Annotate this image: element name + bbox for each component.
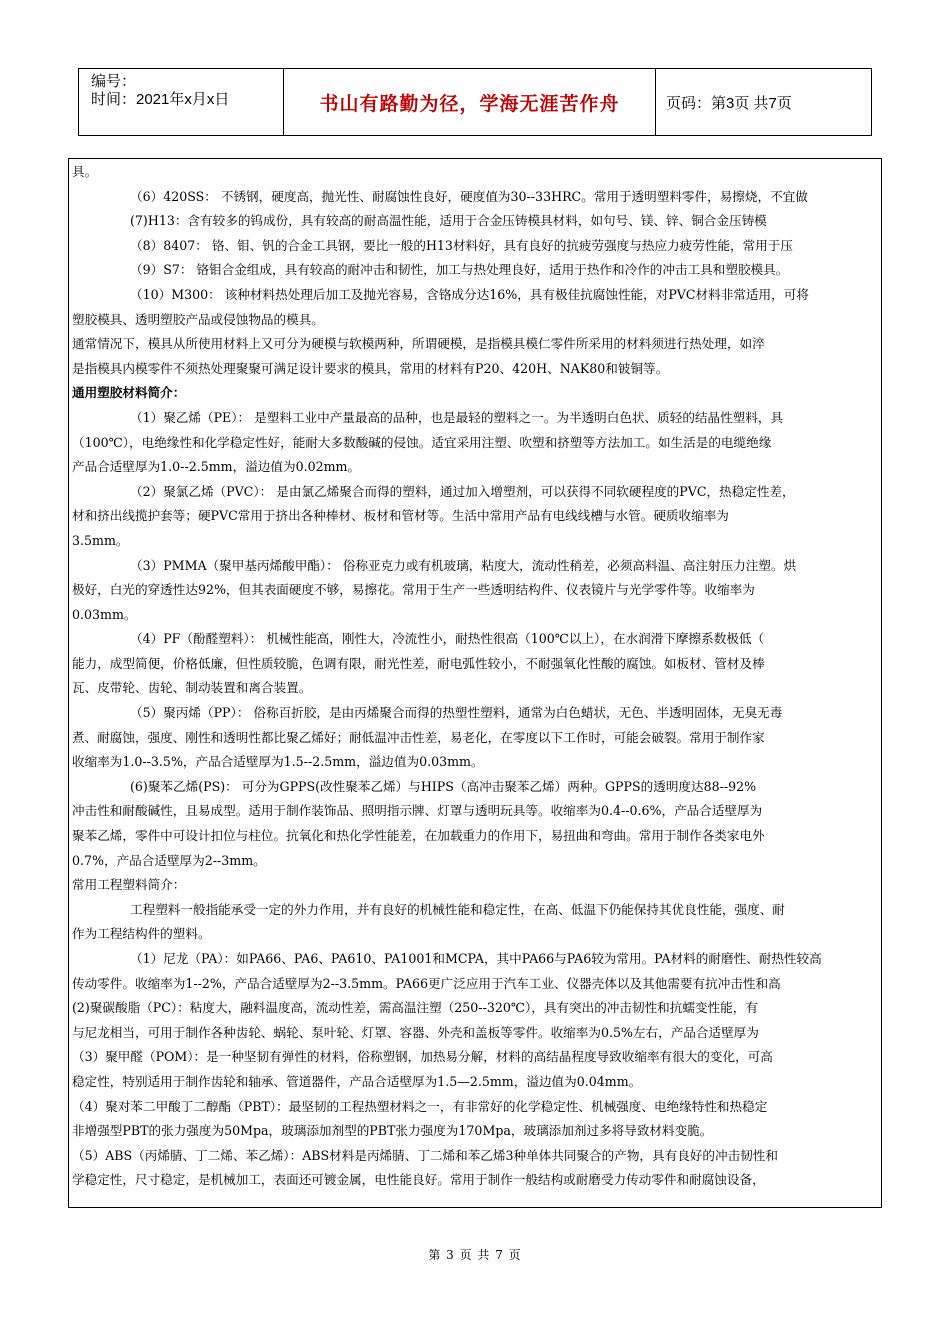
- text-line: 具。: [72, 164, 98, 179]
- text-line: （1）尼龙（PA）：如PA66、PA6、PA610、PA1001和MCPA，其中PA66与PA6较为常用。PA材料的耐磨性、耐热性较高: [130, 951, 822, 966]
- text-line: (2)聚碳酸脂（PC）：粘度大，融料温度高，流动性差，需高温注塑（250--320℃），具有突出的冲击韧性和抗蠕变性能，有: [72, 1000, 758, 1016]
- page-footer: 第 3 页 共 7 页: [428, 1248, 522, 1262]
- text-line: 作为工程结构件的塑料。: [72, 926, 211, 942]
- text-line: 学稳定性，尺寸稳定，是机械加工，表面还可镀金属，电性能良好。常用于制作一般结构或耐磨受力传动零件和耐腐蚀设备，: [72, 1172, 765, 1188]
- text-line: （3）PMMA（聚甲基丙烯酸甲酯）： 俗称亚克力或有机玻璃，粘度大，流动性稍差，必须高料温、高注射压力注塑。烘: [130, 557, 797, 573]
- text-line: （3）聚甲醛（POM）：是一种坚韧有弹性的材料，俗称塑钢，加热易分解，材料的高结晶程度导致收缩率有很大的变化，可高: [72, 1049, 773, 1065]
- text-line: （1）聚乙烯（PE）： 是塑料工业中产量最高的品种，也是最轻的塑料之一。为半透明白色状、质轻的结晶性塑料，具: [130, 409, 784, 425]
- text-line: (6)聚苯乙烯(PS)： 可分为GPPS(改性聚苯乙烯）与HIPS（高冲击聚苯乙烯）两种。GPPS的透明度达88--92%: [130, 778, 757, 794]
- date-label: 时间：2021年x月x日: [91, 91, 230, 108]
- text-line: 常用工程塑料简介：: [72, 877, 186, 893]
- text-line: 极好，白光的穿透性达92%，但其表面硬度不够，易擦花。常用于生产一些透明结构件、仪表镜片与光学零件等。收缩率为: [72, 582, 755, 598]
- text-line: 与尼龙相当，可用于制作各种齿轮、蜗轮、泵叶轮、灯罩、容器、外壳和盖板等零件。收缩率为0.5%左右，产品合适壁厚为: [72, 1024, 759, 1040]
- page-header: [78, 68, 872, 136]
- header-meta: [79, 69, 284, 135]
- header-motto: 书山有路勤为径，学海无涯苦作舟: [284, 69, 656, 135]
- text-line: 稳定性，特别适用于制作齿轮和轴承、管道器件，产品合适壁厚为1.5—2.5mm，溢边值为0.04mm。: [72, 1073, 642, 1089]
- text-line: （8）8407： 铬、钼、钒的合金工具钢，要比一般的H13材料好，具有良好的抗疲劳强度与热应力疲劳性能，常用于压: [130, 237, 793, 253]
- text-line: 瓦、皮带轮、齿轮、制动装置和离合装置。: [72, 680, 312, 696]
- text-line: （4）聚对苯二甲酸丁二醇酯（PBT）：最坚韧的工程热塑材料之一，有非常好的化学稳定性、机械强度、电绝缘特性和热稳定: [72, 1098, 768, 1114]
- text-line: 材和挤出线揽护套等；硬PVC常用于挤出各种棒材、板材和管材等。生活中常用产品有电线线槽与水管。硬质收缩率为: [72, 508, 729, 524]
- text-line: 传动零件。收缩率为1--2%，产品合适壁厚为2--3.5mm。PA66更广泛应用于汽车工业、仪器壳体以及其他需要有抗冲击性和高: [72, 975, 781, 991]
- text-line: 塑胶模具、透明塑胶产品或侵蚀物品的模具。: [72, 311, 324, 327]
- text-line: 能力，成型简便，价格低廉，但性质较脆，色调有限，耐光性差，耐电弧性较小，不耐强氧化性酸的腐蚀。如板材、管材及棒: [72, 655, 765, 671]
- text-line: （100℃），电绝缘性和化学稳定性好，能耐大多数酸碱的侵蚀。适宜采用注塑、吹塑和挤塑等方法加工。如生活是的电缆绝缘: [72, 434, 772, 450]
- code-label: 编号：: [91, 73, 137, 90]
- text-line: 煮、耐腐蚀，强度、刚性和透明性都比聚乙烯好；耐低温冲击性差，易老化，在零度以下工作时，可能会破裂。常用于制作家: [72, 729, 765, 745]
- text-line: （5）聚丙烯（PP）： 俗称百折胶，是由丙烯聚合而得的热塑性塑料，通常为白色蜡状，无色、半透明固体，无臭无毒: [130, 705, 783, 721]
- text-line: （5）ABS（丙烯腈、丁二烯、苯乙烯）：ABS材料是丙烯腈、丁二烯和苯乙烯3种单体共同聚合的产物，具有良好的冲击韧性和: [72, 1147, 778, 1163]
- text-line: （9）S7： 铬钼合金组成，具有较高的耐冲击和韧性，加工与热处理良好，适用于热作和冷作的冲击工具和塑胶模具。: [130, 262, 789, 278]
- document-body: [72, 160, 950, 1208]
- text-line: 3.5mm。: [72, 532, 129, 548]
- section-heading: 通用塑胶材料简介：: [72, 385, 186, 401]
- header-page-number: 页码：第3页 共7页: [666, 94, 792, 112]
- text-line: 0.03mm。: [72, 606, 137, 622]
- text-line: （10）M300： 该种材料热处理后加工及抛光容易，含铬成分达16%，具有极佳抗腐蚀性能，对PVC材料非常适用，可将: [130, 286, 809, 302]
- text-line: 是指模具内模零件不须热处理聚聚可满足设计要求的模具，常用的材料有P20、420H、NAK80和铍铜等。: [72, 360, 669, 376]
- text-line: 0.7%，产品合适壁厚为2--3mm。: [72, 852, 266, 868]
- text-line: 收缩率为1.0--3.5%，产品合适壁厚为1.5--2.5mm，溢边值为0.03mm。: [72, 754, 484, 770]
- text-line: 聚苯乙烯，零件中可设计扣位与柱位。抗氧化和热化学性能差，在加载重力的作用下，易扭曲和弯曲。常用于制作各类家电外: [72, 828, 765, 844]
- text-line: 通常情况下，模具从所使用材料上又可分为硬模与软模两种，所谓硬模，是指模具模仁零件所采用的材料须进行热处理，如淬: [72, 336, 765, 352]
- text-line: 工程塑料一般指能承受一定的外力作用，并有良好的机械性能和稳定性，在高、低温下仍能保持其优良性能，强度、耐: [130, 901, 785, 917]
- text-line: (7)H13：含有较多的钨成份，具有较高的耐高温性能，适用于合金压铸模具材料，如句号、镁、锌、铜合金压铸模: [130, 213, 767, 229]
- text-line: 冲击性和耐酸碱性，且易成型。适用于制作装饰品、照明指示牌、灯罩与透明玩具等。收缩率为0.4--0.6%，产品合适壁厚为: [72, 803, 763, 819]
- text-line: （4）PF（酚醛塑料）： 机械性能高，刚性大，冷流性小，耐热性很高（100℃以上），在水润滑下摩擦系数极低（: [130, 631, 765, 647]
- text-line: （6）420SS： 不锈钢，硬度高，抛光性、耐腐蚀性良好，硬度值为30--33HRC。常用于透明塑料零件，易擦烧，不宜做: [130, 188, 808, 204]
- text-line: 产品合适壁厚为1.0--2.5mm，溢边值为0.02mm。: [72, 459, 361, 475]
- text-line: 非增强型PBT的张力强度为50Mpa，玻璃添加剂型的PBT张力强度为170Mpa，玻璃添加剂过多将导致材料变脆。: [72, 1123, 713, 1139]
- text-line: （2）聚氯乙烯（PVC）： 是由氯乙烯聚合而得的塑料，通过加入增塑剂，可以获得不同软硬程度的PVC，热稳定性差，: [130, 483, 795, 499]
